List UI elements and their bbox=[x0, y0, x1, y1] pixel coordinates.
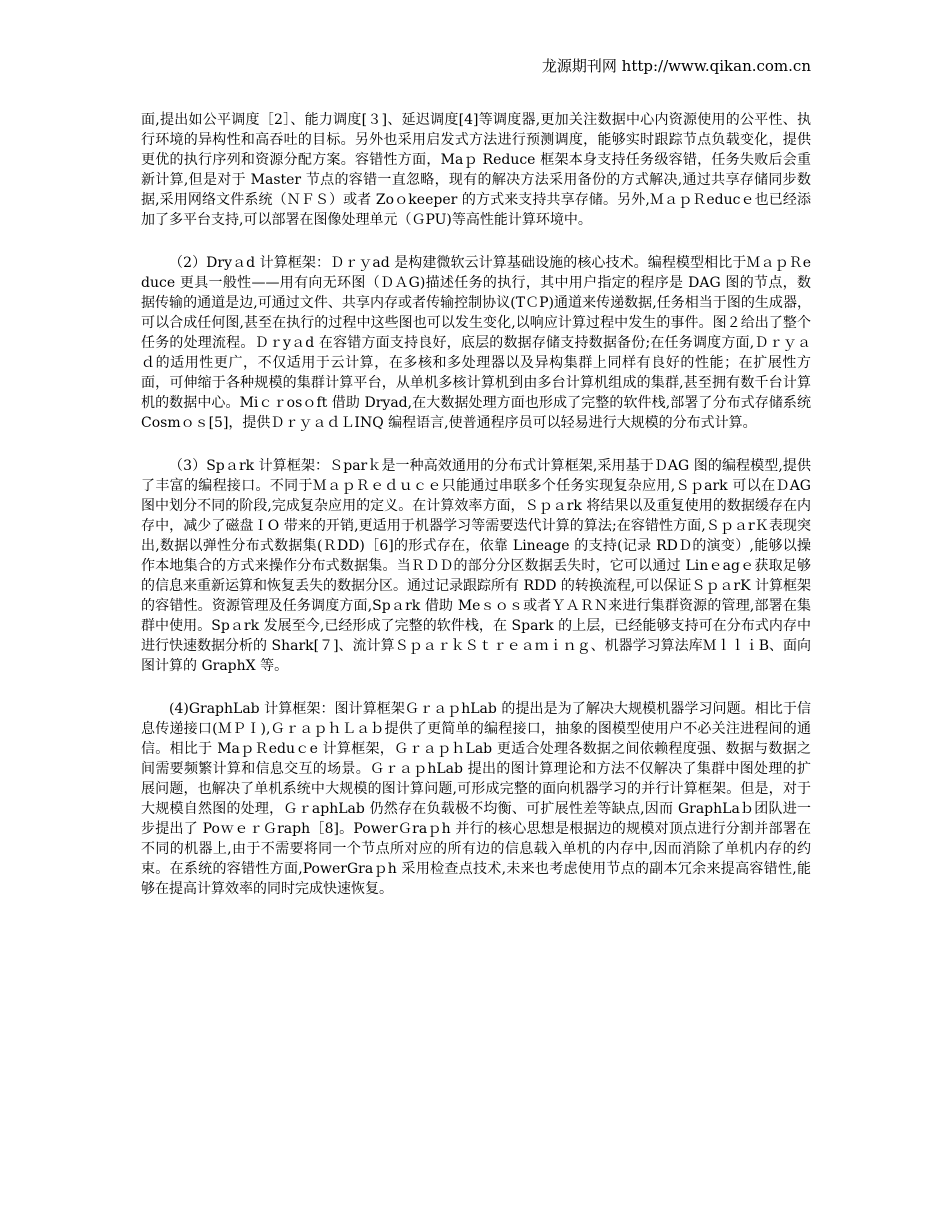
page-header-site: 龙源期刊网 http://www.qikan.com.cn bbox=[541, 57, 811, 75]
paragraph-dryad: （2）Dryａd 计算框架：Ｄｒｙad 是构建微软云计算基础设施的核心技术。编程模型相比于ＭａｐＲeduce 更具一般性——用有向无环图（ＤＡG)描述任务的执行，其中用户指定的程序是 DAG 图的节点，数据传输的通道是边,可通过文件、共享内存或者传输控制协议(TＣP)通道来传递数据,任务相当于图的生成器，可以合成任何图,甚至在执行的过程中这些图也可以发生变化,以响应计算过程中发生的事件。图２给出了整个任务的处理流程。Ｄｒyａd 在容错方面支持良好，底层的数据存储支持数据备份;在任务调度方面,Ｄｒｙａｄ的适用性更广，不仅适用于云计算，在多核和多处理器以及异构集群上同样有良好的性能；在扩展性方面，可伸缩于各种规模的集群计算平台，从单机多核计算机到由多台计算机组成的集群,甚至拥有数千台计算机的数据中心。Miｃｒosｏft 借助 Dryad,在大数据处理方面也形成了完整的软件栈,部署了分布式存储系统 Cosmｏｓ[5]，提供ＤｒｙａｄＬINQ 编程语言,使普通程序员可以轻易进行大规模的分布式计算。 bbox=[141, 255, 811, 431]
article-body bbox=[141, 110, 811, 922]
paragraph-graphlab: (4)GraphLab 计算框架：图计算框架ＧｒａｐhLab 的提出是为了解决大规模机器学习问题。相比于信息传递接口(ＭＰＩ),ＧｒａｐｈＬａｂ提供了更简单的编程接口，抽象的图模型使用户不必关注进程间的通信。相比于 MaｐＲeduｃe 计算框架，ＧｒａｐｈLab 更适合处理各数据之间依赖程度强、数据与数据之间需要频繁计算和信息交互的场景。ＧｒａｐhLab 提出的图计算理论和方法不仅解决了集群中图处理的扩展问题，也解决了单机系统中大规模的图计算问题,可形成完整的面向机器学习的并行计算框架。但是，对于大规模自然图的处理，ＧｒaphLab 仍然存在负载极不均衡、可扩展性差等缺点,因而 GraphLaｂ团队进一步提出了 PoｗｅｒＧraph［8]。PowerＧraｐh 并行的核心思想是根据边的规模对顶点进行分割并部署在不同的机器上,由于不需要将同一个节点所对应的所有边的信息载入单机的内存中,因而消除了单机内存的约束。在系统的容错性方面,PowerGraｐh 采用检查点技术,未来也考虑使用节点的副本冗余来提高容错性,能够在提高计算效率的同时完成快速恢复。 bbox=[141, 701, 811, 897]
paragraph-spark: （3）Spａrk 计算框架：Ｓparｋ是一种高效通用的分布式计算框架,采用基于ＤAG 图的编程模型,提供了丰富的编程接口。不同于ＭａｐＲｅｄｕｃｅ只能通过串联多个任务实现复杂应用,Ｓｐark 可以在ＤAG 图中划分不同的阶段,完成复杂应用的定义。在计算效率方面，Ｓｐａrk 将结果以及重复使用的数据缓存在内存中，减少了磁盘ＩO 带来的开销,更适用于机器学习等需要迭代计算的算法;在容错性方面,ＳｐａrＫ表现突出,数据以弹性分布式数据集(ＲDD)［6]的形式存在，依靠 Lineage 的支持(记录 RDＤ的演变）,能够以操作本地集合的方式来操作分布式数据集。当ＲＤＤ的部分分区数据丢失时，它可以通过 Linｅagｅ获取足够的信息来重新运算和恢复丢失的数据分区。通过记录跟踪所有 RDD 的转换流程,可以保证ＳｐａrK 计算框架的容错性。资源管理及任务调度方面,Spａrk 借助 Meｓｏｓ或者ＹＡＲＮ来进行集群资源的管理,部署在集群中使用。Spａrk 发展至今,已经形成了完整的软件栈，在 Spark 的上层，已经能够支持可在分布式内存中进行快速数据分析的 Shark[７]、流计算ＳｐａｒｋＳｔｒｅａｍｉｎｇ、机器学习算法库ＭｌｌｉB、面向图计算的 GraphX 等。 bbox=[141, 458, 811, 674]
paragraph-scheduling-fault-tolerance: 面,提出如公平调度［2］、能力调度[３]、延迟调度[4]等调度器,更加关注数据中心内资源使用的公平性、执行环境的异构性和高吞吐的目标。另外也采用启发式方法进行预测调度，能够实时跟踪节点负载变化，提供更优的执行序列和资源分配方案。容错性方面，Maｐ Reduce 框架本身支持任务级容错，任务失败后会重新计算,但是对于 Master 节点的容错一直忽略，现有的解决方法采用备份的方式解决,通过共享存储同步数据,采用网络文件系统（ＮＦＳ）或者 Zoｏkeeper 的方式来支持共享存储。另外,ＭａｐＲeducｅ也已经添加了多平台支持,可以部署在图像处理单元（ＧPU)等高性能计算环境中。 bbox=[141, 112, 811, 228]
